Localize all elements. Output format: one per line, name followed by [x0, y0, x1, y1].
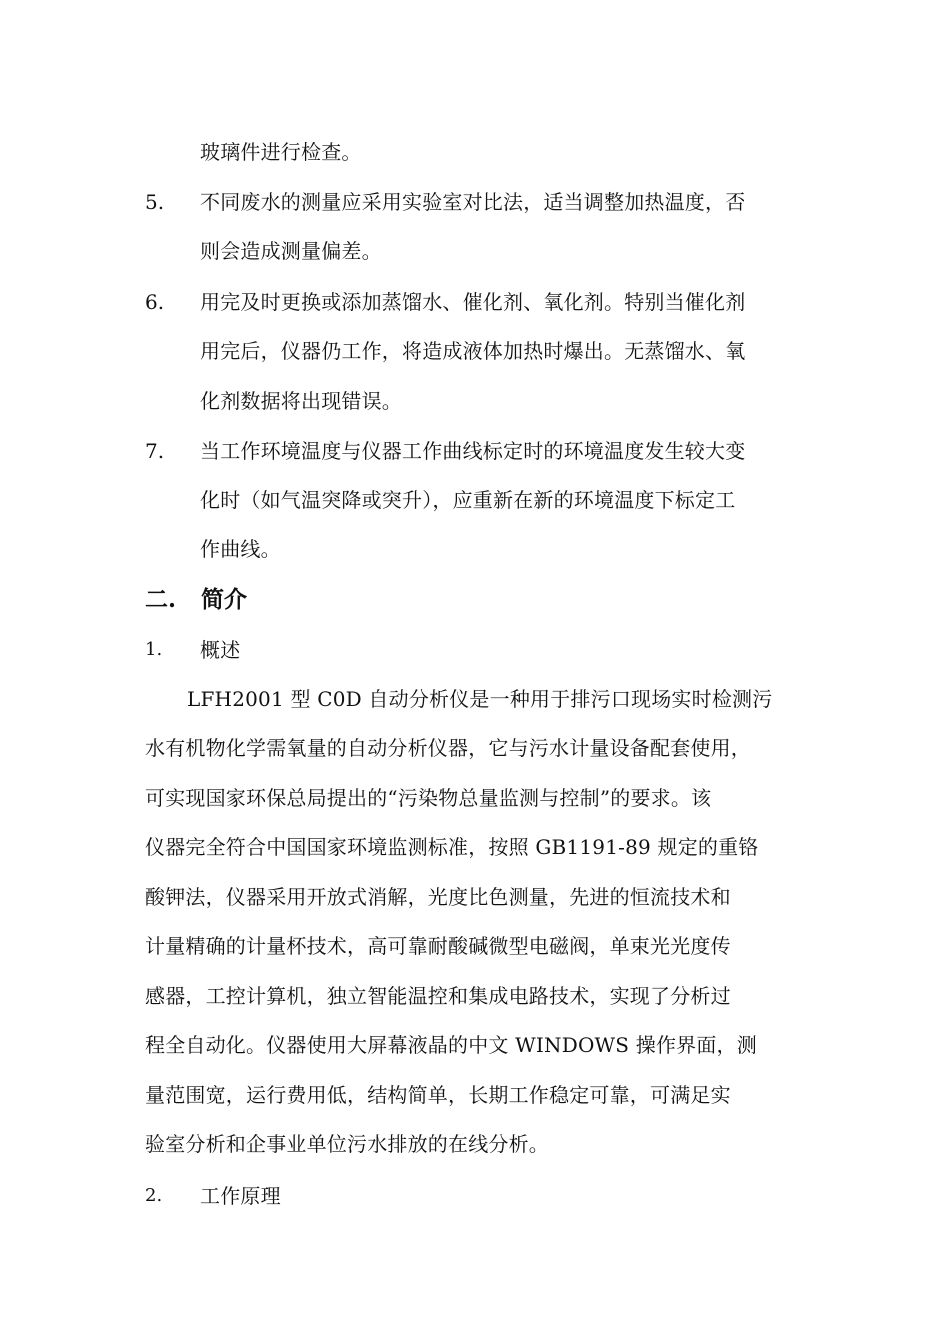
paragraph-line: 程全自动化。仪器使用大屏幕液晶的中文 WINDOWS 操作界面，测	[145, 1033, 757, 1057]
paragraph-line: 量范围宽，运行费用低，结构简单，长期工作稳定可靠，可满足实	[145, 1083, 731, 1107]
list-item-line: 不同废水的测量应采用实验室对比法，适当调整加热温度，否	[200, 190, 746, 214]
section-title: 简介	[201, 586, 247, 613]
list-item-line: 当工作环境温度与仪器工作曲线标定时的环境温度发生较大变	[200, 439, 746, 463]
list-item-number: 5.	[145, 190, 165, 214]
paragraph-line: 酸钾法，仪器采用开放式消解，光度比色测量，先进的恒流技术和	[145, 885, 731, 909]
paragraph-line: 仪器完全符合中国国家环境监测标准，按照 GB1191-89 规定的重铬	[145, 835, 759, 859]
continuation-line: 玻璃件进行检查。	[200, 140, 362, 164]
subsection-number: 2.	[145, 1185, 163, 1206]
list-item-line: 则会造成测量偏差。	[200, 239, 382, 263]
list-item-line: 作曲线。	[200, 537, 281, 561]
list-item-number: 6.	[145, 290, 165, 314]
subsection-number: 1.	[145, 639, 163, 660]
subsection-title: 概述	[200, 638, 241, 662]
list-item-line: 化时（如气温突降或突升），应重新在新的环境温度下标定工	[200, 488, 736, 512]
paragraph-line: LFH2001 型 C0D 自动分析仪是一种用于排污口现场实时检测污	[187, 687, 773, 711]
list-item-number: 7.	[145, 439, 165, 463]
list-item-line: 化剂数据将出现错误。	[200, 389, 402, 413]
list-item-line: 用完及时更换或添加蒸馏水、催化剂、氧化剂。特别当催化剂	[200, 290, 746, 314]
paragraph-line: 验室分析和企事业单位污水排放的在线分析。	[145, 1132, 549, 1156]
section-heading	[145, 585, 247, 615]
paragraph-line: 计量精确的计量杯技术，高可靠耐酸碱微型电磁阀，单束光光度传	[145, 934, 731, 958]
paragraph-line: 感器，工控计算机，独立智能温控和集成电路技术，实现了分析过	[145, 984, 731, 1008]
section-number: 二.	[145, 586, 177, 613]
list-item-line: 用完后，仪器仍工作，将造成液体加热时爆出。无蒸馏水、氧	[200, 339, 746, 363]
paragraph-line: 可实现国家环保总局提出的“污染物总量监测与控制”的要求。该	[145, 786, 712, 810]
paragraph-line: 水有机物化学需氧量的自动分析仪器，它与污水计量设备配套使用，	[145, 736, 751, 760]
subsection-title: 工作原理	[200, 1184, 281, 1208]
